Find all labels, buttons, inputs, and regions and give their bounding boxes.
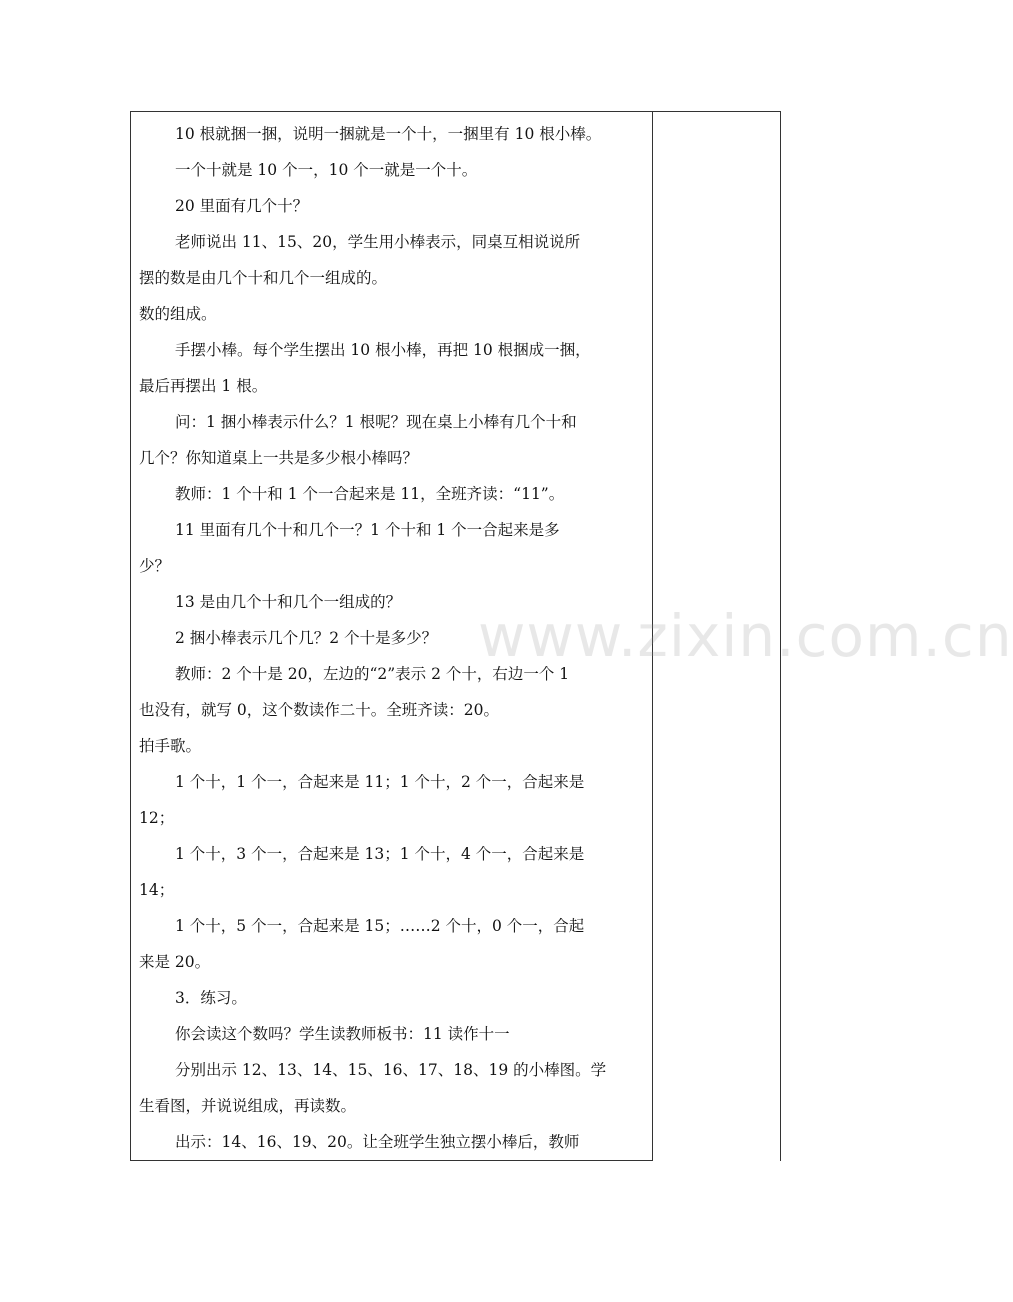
text-line: 1 个十，3 个一，合起来是 13；1 个十，4 个一，合起来是	[175, 845, 585, 863]
text-line: 摆的数是由几个十和几个一组成的。	[139, 269, 388, 287]
text-line: 教师：1 个十和 1 个一合起来是 11，全班齐读：“11”。	[175, 485, 565, 503]
text-line: 最后再摆出 1 根。	[139, 377, 268, 395]
section-heading: 数的组成。	[139, 305, 217, 323]
text-line: 13 是由几个十和几个一组成的？	[175, 593, 402, 611]
section-heading: 3．练习。	[175, 989, 247, 1007]
text-line: 出示：14、16、19、20。让全班学生独立摆小棒后，教师	[175, 1133, 580, 1151]
text-line: 10 根就捆一捆，说明一捆就是一个十，一捆里有 10 根小棒。	[175, 125, 602, 143]
text-line: 1 个十，5 个一，合起来是 15；……2 个十，0 个一，合起	[175, 917, 585, 935]
text-line: 12；	[139, 809, 175, 827]
text-line: 11 里面有几个十和几个一？1 个十和 1 个一合起来是多	[175, 521, 560, 539]
watermark: www.zixin.com.cn	[478, 602, 1013, 670]
table-bottom-border	[130, 1160, 653, 1161]
text-line: 老师说出 11、15、20，学生用小棒表示，同桌互相说说所	[175, 233, 581, 251]
text-line: 20 里面有几个十？	[175, 197, 309, 215]
text-line: 来是 20。	[139, 953, 211, 971]
text-line: 也没有，就写 0，这个数读作二十。全班齐读：20。	[139, 701, 500, 719]
table-left-border	[130, 111, 131, 1161]
text-line: 一个十就是 10 个一，10 个一就是一个十。	[175, 161, 478, 179]
text-line: 分别出示 12、13、14、15、16、17、18、19 的小棒图。学	[175, 1061, 607, 1079]
text-line: 手摆小棒。每个学生摆出 10 根小棒，再把 10 根捆成一捆，	[175, 341, 591, 359]
section-heading: 拍手歌。	[139, 737, 202, 755]
text-line: 14；	[139, 881, 175, 899]
text-line: 问：1 捆小棒表示什么？1 根呢？现在桌上小棒有几个十和	[175, 413, 577, 431]
text-line: 少？	[139, 557, 171, 575]
text-line: 你会读这个数吗？学生读教师板书：11 读作十一	[175, 1025, 510, 1043]
text-line: 几个？你知道桌上一共是多少根小棒吗？	[139, 449, 419, 467]
text-line: 2 捆小棒表示几个几？2 个十是多少？	[175, 629, 438, 647]
text-line: 1 个十，1 个一，合起来是 11；1 个十，2 个一，合起来是	[175, 773, 585, 791]
text-line: 教师：2 个十是 20，左边的“2”表示 2 个十，右边一个 1	[175, 665, 570, 683]
text-line: 生看图，并说说组成，再读数。	[139, 1097, 357, 1115]
